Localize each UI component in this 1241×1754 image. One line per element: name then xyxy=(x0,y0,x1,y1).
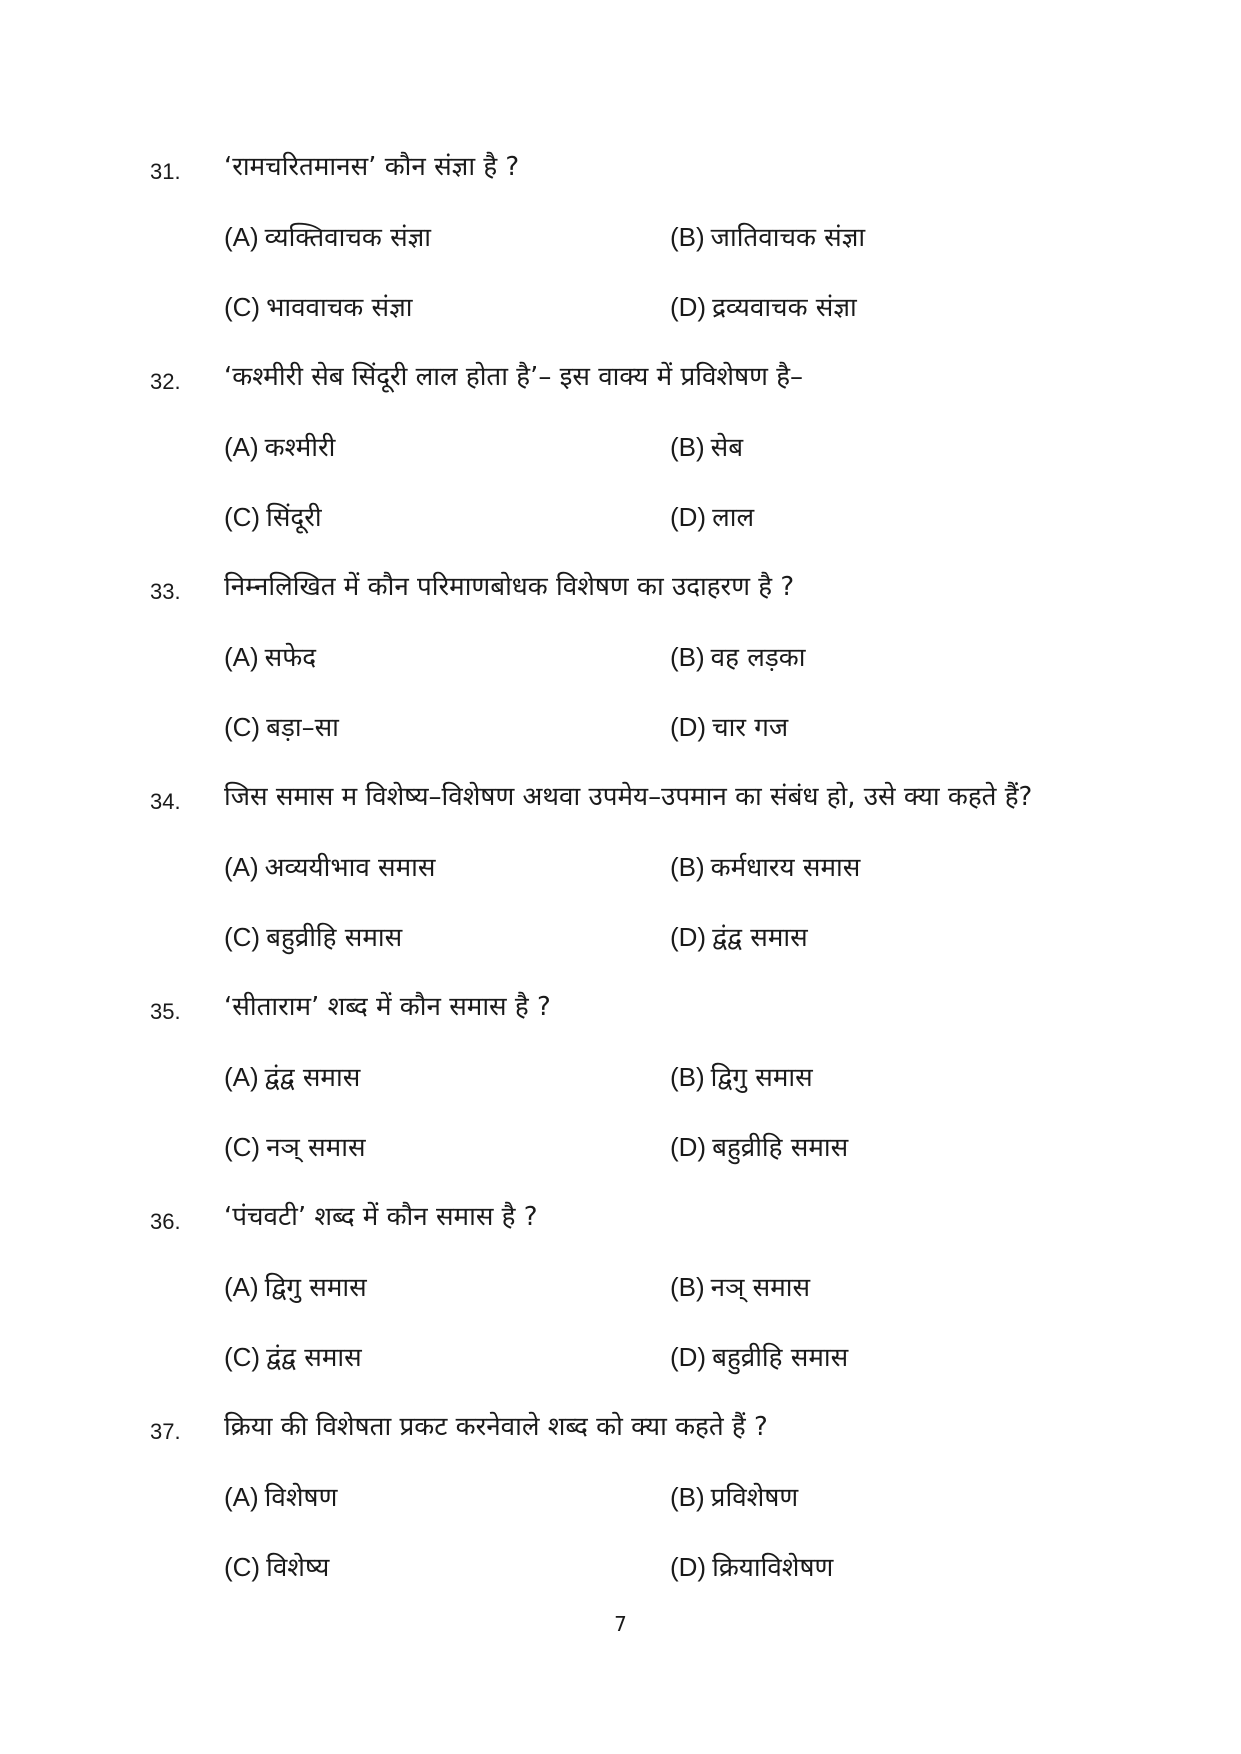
question-text: ‘कश्मीरी सेब सिंदूरी लाल होता है’– इस वाक्य में प्रविशेषण है– xyxy=(224,362,804,392)
option-letter: (B) xyxy=(670,1482,705,1512)
question-31 xyxy=(0,147,1241,357)
question-text: जिस समास म विशेष्य–विशेषण अथवा उपमेय–उपमान का संबंध हो, उसे क्या कहते हैं? xyxy=(224,782,1033,812)
option-b xyxy=(670,637,805,678)
page-number: 7 xyxy=(614,1612,627,1636)
question-number: 36. xyxy=(150,1209,181,1234)
option-text: सफेद xyxy=(264,643,317,673)
option-letter: (D) xyxy=(670,712,707,742)
option-text: द्वंद्व समास xyxy=(266,1343,362,1373)
option-text: विशेषण xyxy=(264,1483,338,1513)
option-c xyxy=(224,1337,362,1378)
option-text: द्विगु समास xyxy=(710,1063,813,1093)
option-b xyxy=(670,1057,813,1098)
option-text: अव्ययीभाव समास xyxy=(264,853,436,883)
option-c xyxy=(224,497,322,538)
option-b xyxy=(670,427,743,468)
question-text: ‘पंचवटी’ शब्द में कौन समास है ? xyxy=(224,1202,538,1232)
option-letter: (A) xyxy=(224,1482,259,1512)
question-text: क्रिया की विशेषता प्रकट करनेवाले शब्द को क्या कहते हैं ? xyxy=(224,1412,768,1442)
option-b xyxy=(670,1267,810,1308)
question-number: 35. xyxy=(150,999,181,1024)
option-a xyxy=(224,1057,360,1098)
option-d xyxy=(670,287,857,328)
question-32 xyxy=(0,357,1241,567)
option-b xyxy=(670,1477,798,1518)
option-letter: (A) xyxy=(224,222,259,252)
option-text: नञ् समास xyxy=(710,1273,811,1303)
question-34 xyxy=(0,777,1241,987)
option-text: चार गज xyxy=(712,713,789,743)
option-letter: (D) xyxy=(670,1552,707,1582)
option-text: व्यक्तिवाचक संज्ञा xyxy=(264,223,432,253)
option-text: विशेष्य xyxy=(266,1553,330,1583)
option-text: लाल xyxy=(712,503,755,533)
option-letter: (A) xyxy=(224,1272,259,1302)
option-letter: (A) xyxy=(224,432,259,462)
option-c xyxy=(224,1547,329,1588)
option-d xyxy=(670,1127,848,1168)
option-text: बड़ा–सा xyxy=(266,713,339,743)
option-letter: (C) xyxy=(224,1552,261,1582)
option-text: कर्मधारय समास xyxy=(710,853,861,883)
option-text: द्वंद्व समास xyxy=(712,923,808,953)
option-letter: (D) xyxy=(670,502,707,532)
option-letter: (A) xyxy=(224,1062,259,1092)
option-letter: (B) xyxy=(670,432,705,462)
option-letter: (C) xyxy=(224,1342,261,1372)
option-text: बहुव्रीहि समास xyxy=(712,1133,849,1163)
option-letter: (A) xyxy=(224,852,259,882)
question-36 xyxy=(0,1197,1241,1407)
option-c xyxy=(224,287,412,328)
option-d xyxy=(670,1547,833,1588)
option-text: सिंदूरी xyxy=(266,503,322,533)
option-letter: (C) xyxy=(224,292,261,322)
option-letter: (C) xyxy=(224,712,261,742)
option-a xyxy=(224,217,431,258)
option-c xyxy=(224,917,402,958)
question-33 xyxy=(0,567,1241,777)
option-d xyxy=(670,497,754,538)
question-number: 34. xyxy=(150,789,181,814)
option-letter: (D) xyxy=(670,922,707,952)
option-text: वह लड़का xyxy=(710,643,806,673)
question-37 xyxy=(0,1407,1241,1617)
option-b xyxy=(670,217,865,258)
option-text: कश्मीरी xyxy=(264,433,336,463)
question-text: ‘रामचरितमानस’ कौन संज्ञा है ? xyxy=(224,152,520,182)
option-letter: (D) xyxy=(670,1132,707,1162)
question-text: ‘सीताराम’ शब्द में कौन समास है ? xyxy=(224,992,551,1022)
option-letter: (B) xyxy=(670,1272,705,1302)
option-letter: (D) xyxy=(670,292,707,322)
option-text: द्रव्यवाचक संज्ञा xyxy=(712,293,857,323)
question-number: 37. xyxy=(150,1419,181,1444)
option-text: क्रियाविशेषण xyxy=(712,1553,834,1583)
option-text: सेब xyxy=(710,433,744,463)
option-d xyxy=(670,917,808,958)
option-text: जातिवाचक संज्ञा xyxy=(710,223,866,253)
question-35 xyxy=(0,987,1241,1197)
option-a xyxy=(224,637,316,678)
option-c xyxy=(224,1127,366,1168)
option-letter: (A) xyxy=(224,642,259,672)
option-a xyxy=(224,847,436,888)
option-text: द्वंद्व समास xyxy=(264,1063,361,1093)
question-number: 31. xyxy=(150,159,181,184)
option-a xyxy=(224,1477,337,1518)
option-text: नञ् समास xyxy=(266,1133,366,1163)
option-letter: (D) xyxy=(670,1342,707,1372)
option-letter: (C) xyxy=(224,502,261,532)
option-a xyxy=(224,1267,367,1308)
option-letter: (C) xyxy=(224,1132,261,1162)
question-number: 33. xyxy=(150,579,181,604)
option-b xyxy=(670,847,860,888)
option-d xyxy=(670,707,788,748)
question-number: 32. xyxy=(150,369,181,394)
option-a xyxy=(224,427,335,468)
option-text: भाववाचक संज्ञा xyxy=(266,293,413,323)
option-text: द्विगु समास xyxy=(264,1273,367,1303)
option-text: बहुव्रीहि समास xyxy=(712,1343,849,1373)
option-text: बहुव्रीहि समास xyxy=(266,923,403,953)
option-c xyxy=(224,707,339,748)
option-letter: (B) xyxy=(670,1062,705,1092)
option-letter: (C) xyxy=(224,922,261,952)
question-text: निम्नलिखित में कौन परिमाणबोधक विशेषण का उदाहरण है ? xyxy=(224,572,795,602)
option-letter: (B) xyxy=(670,852,705,882)
option-letter: (B) xyxy=(670,642,705,672)
option-text: प्रविशेषण xyxy=(710,1483,799,1513)
option-letter: (B) xyxy=(670,222,705,252)
option-d xyxy=(670,1337,848,1378)
